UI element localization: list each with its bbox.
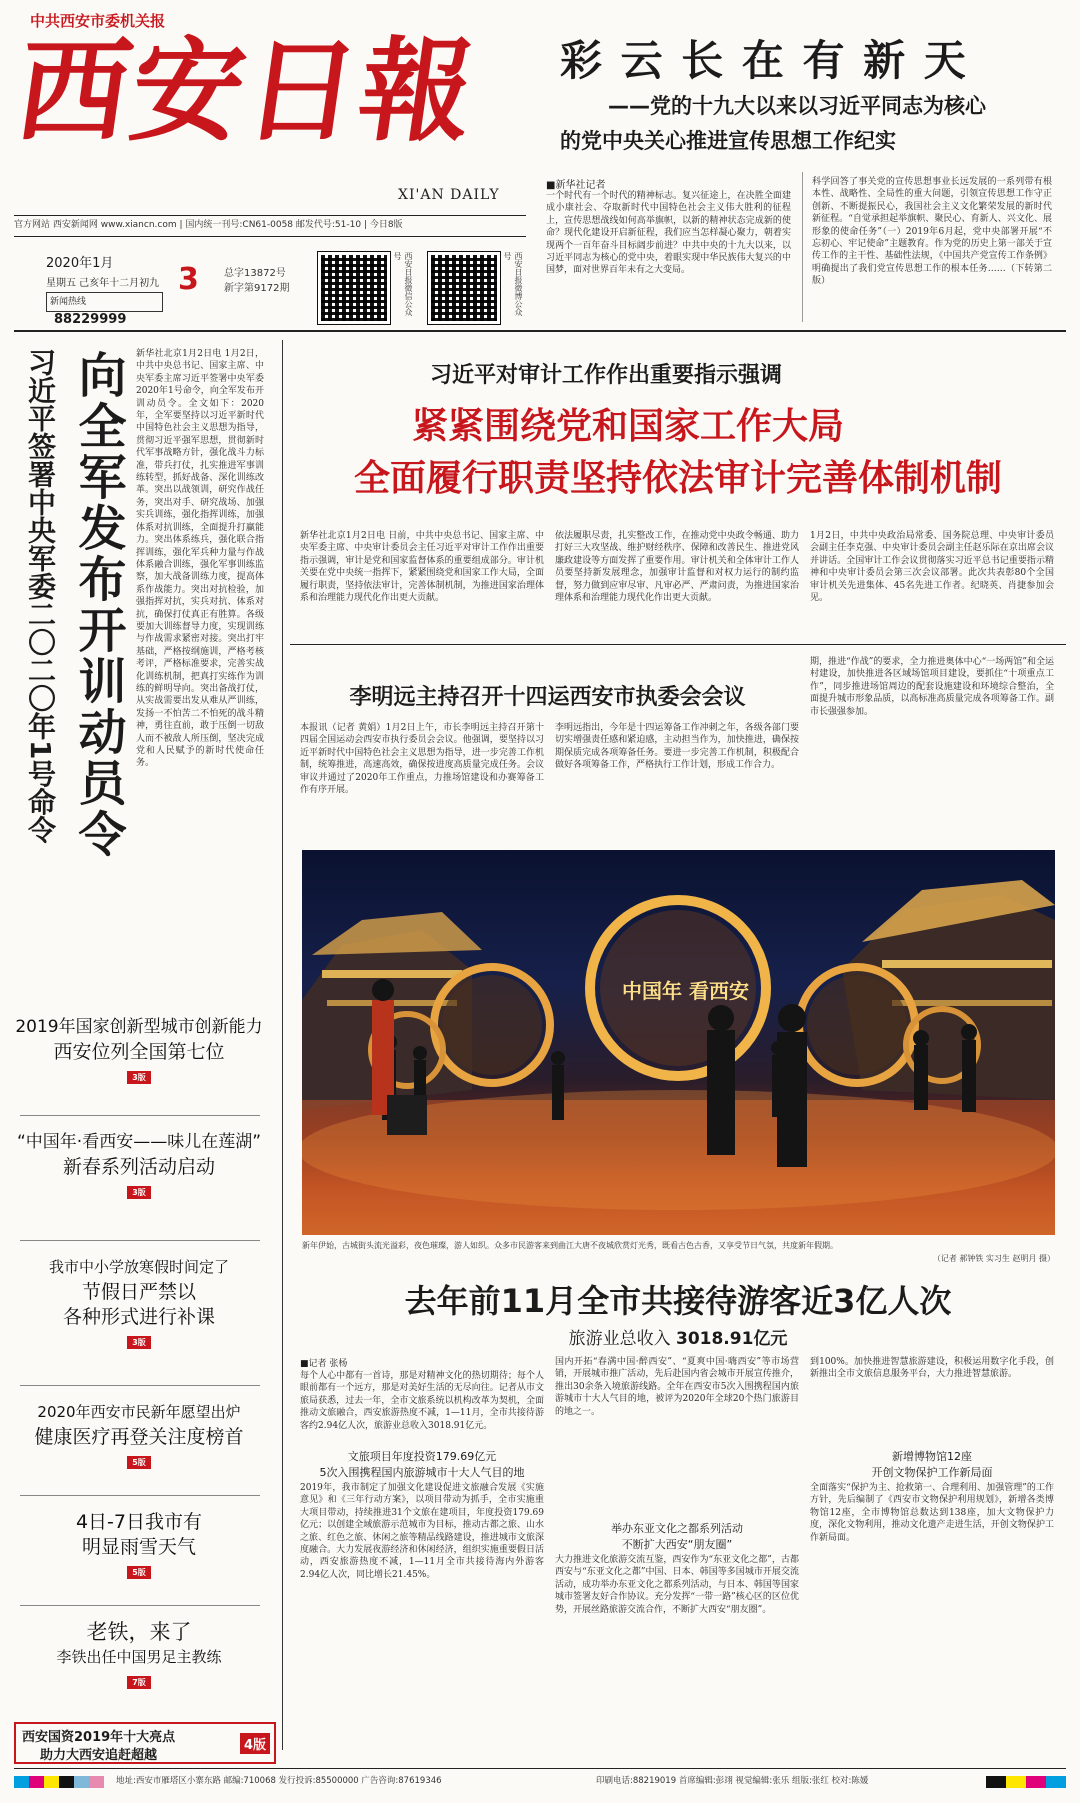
page-badge: 5版 <box>127 1566 151 1579</box>
tourism-sub2b: 不断扩大西安“朋友圈” <box>621 1538 733 1551</box>
sidebar-item-line3: 各种形式进行补课 <box>62 1306 215 1328</box>
footer-right: 印刷电话:88219019 首席编辑:彭翊 视觉编辑:张乐 组版:张红 校对:陈媛 <box>596 1776 869 1786</box>
audit-kicker: 习近平对审计工作作出重要指示强调 <box>430 363 783 388</box>
top-story-col1: 一个时代有一个时代的精神标志。复兴征途上，在决胜全面建成小康社会、夺取新时代中国特色社会主义伟大胜利的征程上，宣传思想战线如何高举旗帜，以新的精神状态完成新的使命？现代化建设开启新征程，我们应当怎样凝心聚力，朝着实现两个一百年奋斗目标阔步前进？中共中央的十九大以来，以习近平同志为核心的党中央，着眼实现中华民族伟大复兴的中国梦，面对世界百年未有之大变局。 <box>546 191 791 276</box>
sidebar-item-line1: 2020年西安市民新年愿望出炉 <box>37 1403 241 1421</box>
audit-headline2: 全面履行职责坚持依法审计完善体制机制 <box>353 458 1002 499</box>
sidebar-item-line1: 4日-7日我市有 <box>75 1511 203 1533</box>
masthead-org: 中共西安市委机关报 <box>30 12 166 30</box>
hotline <box>46 292 163 327</box>
color-bar <box>14 1776 104 1788</box>
sidebar-item-line2: 新春系列活动启动 <box>62 1156 215 1178</box>
sidebar-item-line1: 2019年国家创新型城市创新能力 <box>15 1017 263 1037</box>
tourism-sub3: 新增博物馆12座 <box>892 1450 972 1463</box>
page-badge: 3版 <box>127 1336 151 1349</box>
site-line: 官方网站 西安新闻网 www.xiancn.com | 国内统一刊号:CN61-0058 邮发代号:51-10 | 今日8版 <box>14 220 403 230</box>
tourism-subhead <box>290 1324 1066 1349</box>
tourism-col1b: 2019年，我市制定了加强文化建设促进文旅融合发展《实施意见》和《三年行动方案》，以项目带动为抓手，全市实施重大项目带动，持续推进31个文旅在建项目，年度投资179.69亿元；以创建全域旅游示范城市为目标，推动古都之旅、山水之旅、红色之旅、休闲之旅等精品线路建设，推进城市文旅深度融合。大力发展夜游经济和休闲经济，组织实施重要假日活动，西安旅游热度不减，1—11月全市共接待海内外游客2.94亿人次，同比增长21.45%。 <box>300 1483 544 1580</box>
sidebar-item-line1: 我市中小学放寒假时间定了 <box>48 1258 229 1276</box>
tourism-col2: 国内开拓“春满中国·醉西安”、“夏爽中国·嗨西安”等市场营销，开展城市推广活动，先后赴国内省会城市开展宣传推介，推出30余条入境旅游线路。全年在西安市5次入围携程国内旅游城市十大人气目的地，被评为2020年全球20个热门旅游目的地之一。 <box>555 1357 799 1417</box>
top-story-subtitle1: ——党的十九大以来以习近平同志为核心 <box>608 94 986 118</box>
sidebar-item-new-year[interactable] <box>14 1130 264 1199</box>
issue-total: 总字13872号 <box>224 268 286 279</box>
issue-new: 新字第9172期 <box>224 283 290 294</box>
tourism-col3: 到100%。加快推进智慧旅游建设，积极运用数字化手段，创新推出全市文旅信息服务平台，大力推进智慧旅游。 <box>810 1357 1054 1380</box>
page-badge: 3版 <box>127 1186 151 1199</box>
sidebar-item-football[interactable] <box>14 1620 264 1689</box>
tourism-story <box>290 1268 1066 1750</box>
hotline-number: 88229999 <box>54 312 127 327</box>
qr-code-icon[interactable] <box>428 252 500 324</box>
tourism-sub1: 文旅项目年度投资179.69亿元 <box>347 1450 497 1463</box>
tourism-col3b: 全面落实“保护为主、抢救第一、合理利用、加强管理”的工作方针，先后编制了《西安市文物保护利用规划》，新增各类博物馆12座，全市博物馆总数达到138座，加大文物保护力度，深化文物利用，推动文化遗产走进生活，开创文物保护工作新局面。 <box>810 1483 1054 1543</box>
photo-credit: （记者 郝钟铁 实习生 赵明月 摄） <box>932 1254 1055 1263</box>
issue-day: 3 <box>178 262 199 297</box>
li-headline: 李明远主持召开十四运西安市执委会会议 <box>349 685 746 710</box>
top-story-col2: 科学回答了事关党的宣传思想事业长远发展的一系列带有根本性、战略性、全局性的重大问题，引领宣传思想工作守正创新、不断提振民心，我国社会主义文化繁荣发展的新时代新征程。“自觉承担起举旗帜、聚民心、育新人、兴文化、展形象的使命任务”（一）2019年6月起，党中央部署开展“不忘初心、牢记使命”主题教育。作为党的历史上第一部关于宣传工作的主干性、基础性法规，《中国共产党宣传工作条例》明确提出了我们党宣传思想工作的根本任务……（下转第二版） <box>812 177 1052 287</box>
li-col2: 李明远指出，今年是十四运筹备工作冲刺之年，各级各部门要切实增强责任感和紧迫感，主动担当作为，加快推进，确保按期保质完成各项筹备任务。要进一步完善工作机制，积极配合做好各项筹备工作，严格执行工作计划，形成工作合力。 <box>555 723 799 771</box>
footer-left: 地址:西安市雁塔区小寨东路 邮编:710068 发行投诉:85500000 广告咨询:87619346 <box>116 1776 442 1786</box>
photo-caption: 新年伊始，古城街头流光溢彩，夜色璀璨，游人如织。众多市民游客来到曲江大唐不夜城欣赏灯光秀，既看古色古香，又享受节日气氛，共度新年假期。 <box>302 1241 838 1250</box>
side-lead <box>14 340 276 990</box>
tourism-subhead-prefix: 旅游业总收入 <box>568 1329 671 1349</box>
tourism-sub3b: 开创文物保护工作新局面 <box>871 1466 993 1479</box>
tourism-subhead-value: 3018.91亿元 <box>675 1329 788 1349</box>
side-lead-headline: 向全军发布开训动员令 <box>70 350 126 860</box>
sidebar-item-wishes[interactable] <box>14 1400 264 1469</box>
page-badge: 5版 <box>127 1456 151 1469</box>
sidebar-item-line1: 老铁，来了 <box>86 1620 192 1644</box>
sidebar-item-innovation[interactable] <box>14 1015 264 1084</box>
qr-code-icon[interactable] <box>318 252 390 324</box>
li-col1: 本报讯（记者 黄娟）1月2日上午，市长李明远主持召开第十四届全国运动会西安市执行委员会会议。他强调，要坚持以习近平新时代中国特色社会主义思想为指导，进一步完善工作机制，统筹推进，高速高效，确保按进度高质量完成任务。会议审议并通过了2020年工作重点，力推场馆建设和办赛筹备工作有序开展。 <box>300 723 544 796</box>
news-photo <box>302 850 1055 1235</box>
li-story <box>290 650 1066 846</box>
bottom-box-line1: 西安国资2019年十大亮点 <box>22 1730 176 1745</box>
sidebar-item-weather[interactable] <box>14 1510 264 1579</box>
audit-story <box>290 340 1066 640</box>
li-col3: 期，推进“作战”的要求，全力推进奥体中心“一场两馆”和全运村建设，加快推进各区域场馆项目建设，要抓住“十项重点工作”，同步推进场馆周边的配套设施建设和环境综合整治，全面提升城市形象品质，以高标准高质量完成各项筹备工作。副市长强强参加。 <box>810 657 1054 717</box>
audit-col2: 依法履职尽责，扎实整改工作，在推动党中央政令畅通、助力打好三大攻坚战、维护财经秩序、保障和改善民生、推进党风廉政建设等方面发挥了重要作用。审计机关和全体审计工作人员要坚持新发展理念，加强审计监督和对权力运行的制约监督，努力做到应审尽审、凡审必严、严肃问责，为推进国家治理体系和治理能力现代化作出更大贡献。 <box>555 531 799 604</box>
newspaper-logo: 西安日報 <box>8 26 484 157</box>
sidebar-item-line2: 李铁出任中国男足主教练 <box>56 1648 222 1666</box>
photo-sign: 中国年 看西安 <box>622 979 749 1003</box>
sidebar-item-line2: 西安位列全国第七位 <box>53 1041 225 1063</box>
audit-col1: 新华社北京1月2日电 日前，中共中央总书记、国家主席、中央军委主席、中央审计委员会主任习近平对审计工作作出重要指示强调，审计是党和国家监督体系的重要组成部分。审计机关要在党中央统一指挥下，紧紧围绕党和国家工作大局，全面履行职责，坚持依法审计，完善体制机制，为推进国家治理体系和治理能力现代化作出更大贡献。 <box>300 531 544 604</box>
tourism-sub1b: 5次入围携程国内旅游城市十大人气目的地 <box>319 1466 525 1479</box>
top-story-title: 彩 云 长 在 有 新 天 <box>560 36 968 85</box>
tourism-byline: ■记者 张杨 <box>300 1359 348 1369</box>
color-bar <box>986 1776 1066 1788</box>
side-lead-body: 新华社北京1月2日电 1月2日，中共中央总书记、国家主席、中央军委主席习近平签署中央军委2020年1号命令，向全军发布开训动员令。全文如下：2020年，全军要坚持以习近平新时代中国特色社会主义思想为指导，贯彻习近平强军思想，贯彻新时代军事战略方针，强化战斗力标准，带兵打仗，扎实推进军事训练转型，抓好战备、深化训练改革。突出以战领训，研究作战任务，突出对手、研究战场、加强实兵训练，强化指挥训练，加强体系对抗训练，全面提升打赢能力。突出体系练兵，强化联合指挥训练，强化军兵种力量与作战体系融合训练，强化军事训练监察，加大战备训练力度，提高体系作战能力。突出对抗检验，加强指挥对抗，实兵对抗、体系对抗，确保打仗真正有胜算。各级要加大训练督导力度，实现训练与作战需求紧密对接。突出打牢基础，严格按纲施训，严格考核考评，严格标准要求，完善实战化训练机制，把真打实练作为训练的鲜明导向。突出备战打仗，从实战需要出发从难从严训练，发扬一不怕苦二不怕死的战斗精神，勇往直前，敢于压倒一切敌人而不被敌人所压倒，坚决完成党和人民赋予的新时代使命任务。 <box>136 349 264 769</box>
tourism-col2b: 大力推进文化旅游交流互鉴，西安作为“东亚文化之都”，古都西安与“东亚文化之都”中国、日本、韩国等多国城市开展交流活动，成功举办东亚文化之都系列活动，与日本、韩国等国家城市签署友好合作协议。充分发挥“一带一路”核心区的区位优势，开展丝路旅游交流合作，不断扩大西安“朋友圈”。 <box>555 1555 799 1615</box>
side-lead-kicker: 习近平签署中央军委二〇二〇年1号命令 <box>24 348 57 844</box>
hotline-label: 新闻热线 <box>50 297 87 307</box>
bottom-box-line2: 助力大西安追赶超越 <box>40 1748 158 1763</box>
issue-weekday: 星期五 己亥年十二月初九 <box>46 278 160 289</box>
top-story-subtitle2: 的党中央关心推进宣传思想工作纪实 <box>560 129 896 153</box>
top-story-byline: ■新华社记者 <box>546 180 606 191</box>
sidebar-item-line2: 节假日严禁以 <box>81 1281 196 1303</box>
qr1-label: 西安日报微信公众号 <box>393 252 413 316</box>
page-badge: 3版 <box>127 1071 151 1084</box>
qr2-label: 西安日报微博公众号 <box>503 252 523 316</box>
masthead-english: XI'AN DAILY <box>398 187 500 203</box>
bottom-box[interactable] <box>14 1722 276 1764</box>
top-story <box>540 20 1060 330</box>
page-badge: 7版 <box>127 1676 151 1689</box>
sidebar-item-line2: 明显雨雪天气 <box>81 1536 196 1558</box>
sidebar-item-school-holiday[interactable] <box>14 1255 264 1349</box>
tourism-col1: 每个人心中都有一首诗，那是对精神文化的热切期待；每个人眼前都有一个远方，那是对美好生活的无尽向往。记者从市文旅局获悉，过去一年，全市文旅系统以机构改革为契机，全面推动文旅融合，西安旅游热度不减，1—11月，全市共接待游客约2.94亿人次，旅游业总收入3018.91亿元。 <box>300 1371 544 1431</box>
sidebar-item-line1: “中国年·看西安——味儿在莲湖” <box>16 1132 262 1152</box>
audit-col3: 1月2日，中共中央政治局常委、国务院总理、中央审计委员会副主任李克强、中央审计委员会副主任赵乐际在京出席会议并讲话。全国审计工作会议贯彻落实习近平总书记重要指示精神和中央审计委员会第三次会议部署。此次共表彰80个全国审计机关先进集体、45名先进工作者。纪晓英、肖捷参加会见。 <box>810 531 1054 604</box>
bottom-box-page: 4版 <box>240 1733 270 1754</box>
sidebar-item-line2: 健康医疗再登关注度榜首 <box>34 1426 244 1448</box>
audit-headline1: 紧紧围绕党和国家工作大局 <box>412 406 845 447</box>
tourism-sub2: 举办东亚文化之都系列活动 <box>611 1522 743 1535</box>
tourism-headline: 去年前11月全市共接待游客近3亿人次 <box>404 1282 952 1320</box>
issue-date: 2020年1月 <box>46 256 114 271</box>
night-street-scene <box>302 850 1055 1235</box>
